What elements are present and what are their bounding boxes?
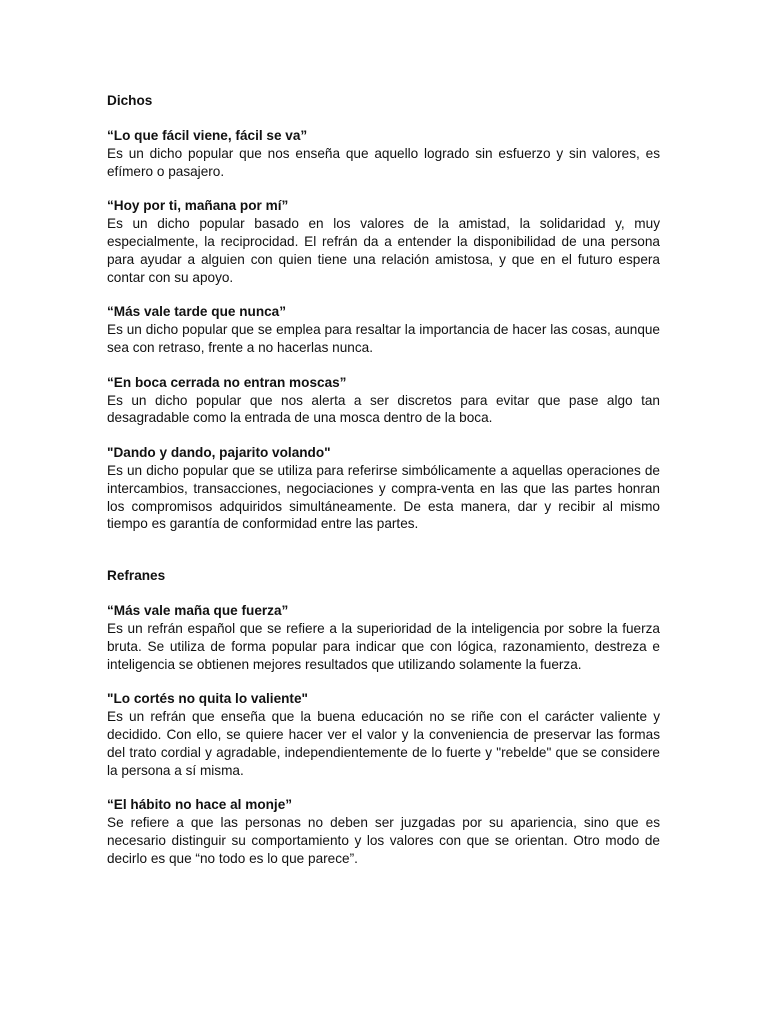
section-refranes xyxy=(107,567,660,867)
entry xyxy=(107,303,660,356)
entry xyxy=(107,444,660,533)
entry-title: “En boca cerrada no entran moscas” xyxy=(107,374,347,390)
section-title: Dichos xyxy=(107,93,153,108)
entry-title: “El hábito no hace al monje” xyxy=(107,797,293,813)
entry-text: Es un dicho popular que nos alerta a ser discretos para evitar que pase algo tan desagradable como la entrada de una mosca dentro de la boca. xyxy=(107,392,660,426)
section-spacer xyxy=(107,550,660,567)
section-title: Refranes xyxy=(107,568,166,584)
entry xyxy=(107,197,660,286)
entry-text: Se refiere a que las personas no deben ser juzgadas por su apariencia, sino que es necesario distinguir su comportamiento y los valores con que se orientan. Otro modo de decirlo es que “no todo es lo que parece”. xyxy=(107,815,660,866)
entry xyxy=(107,796,660,867)
entry-text: Es un dicho popular que se emplea para resaltar la importancia de hacer las cosas, aunque sea con retraso, frente a no hacerlas nunca. xyxy=(107,322,660,355)
entry xyxy=(107,602,660,673)
entry-text: Es un dicho popular que se utiliza para referirse simbólicamente a aquellas operaciones de intercambios, transacciones, negociaciones y compra-venta en las que las partes honran los compromisos adquiridos simultáneamente. De esta manera, dar y recibir al mismo tiempo es garantía de conformidad entre las partes. xyxy=(107,462,660,532)
entry-title: "Dando y dando, pajarito volando" xyxy=(107,445,331,461)
entry-text: Es un dicho popular que nos enseña que aquello logrado sin esfuerzo y sin valores, es efímero o pasajero. xyxy=(107,145,660,179)
entry-text: Es un dicho popular basado en los valores de la amistad, la solidaridad y, muy especialmente, la reciprocidad. El refrán da a entender la disponibilidad de una persona para ayudar a alguien con quien tiene una relación amistosa, y que en el futuro espera contar con su apoyo. xyxy=(107,216,660,285)
entry-text: Es un refrán que enseña que la buena educación no se riñe con el carácter valiente y decidido. Con ello, se quiere hacer ver el valor y la conveniencia de preservar las formas del trato cordial y agradable, independientemente de lo fuerte y "rebelde" que se considere la persona a sí misma. xyxy=(107,709,660,778)
entry-title: “Más vale tarde que nunca” xyxy=(107,304,287,320)
entry xyxy=(107,127,660,180)
document-page xyxy=(107,92,660,885)
entry xyxy=(107,374,660,427)
entry-title: “Hoy por ti, mañana por mí” xyxy=(107,198,289,214)
entry-text: Es un refrán español que se refiere a la superioridad de la inteligencia por sobre la fuerza bruta. Se utiliza de forma popular para indicar que con lógica, razonamiento, destreza e inteligencia se obtienen mejores resultados que utilizando solamente la fuerza. xyxy=(107,620,660,672)
entry-title: “Lo que fácil viene, fácil se va” xyxy=(107,128,308,143)
entry xyxy=(107,690,660,779)
entry-title: "Lo cortés no quita lo valiente" xyxy=(107,691,308,707)
section-dichos xyxy=(107,92,660,533)
entry-title: “Más vale maña que fuerza” xyxy=(107,603,289,619)
